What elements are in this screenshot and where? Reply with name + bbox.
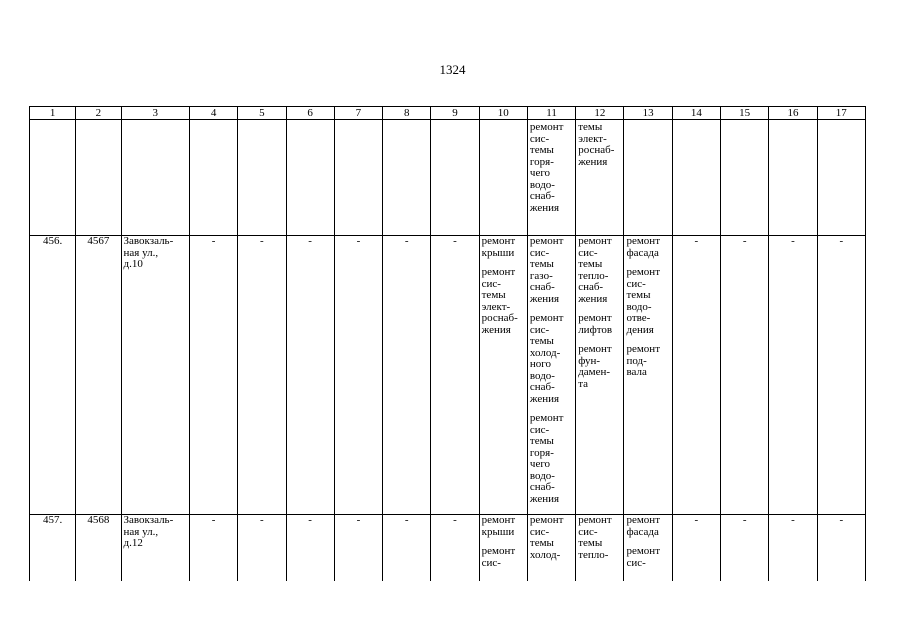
work-item: ремонт фасада <box>626 514 661 538</box>
work-item: ремонт крыши <box>481 514 516 538</box>
cell-col-7: - <box>334 236 382 515</box>
cell-col-14: - <box>672 515 720 582</box>
cell-col-4: - <box>189 236 237 515</box>
work-item: ремонт крыши <box>481 235 516 259</box>
work-item: ремонт сис- <box>626 545 661 569</box>
work-item: ремонт сис- темы горя- чего водо- снаб- жения <box>529 121 564 214</box>
works-col-12 <box>576 120 624 236</box>
works-col-12 <box>576 236 624 515</box>
column-number-3: 3 <box>121 107 189 120</box>
repair-schedule-table <box>29 106 866 581</box>
cell-col-8: - <box>383 236 431 515</box>
works-col-13 <box>624 515 672 582</box>
cell-col-17: - <box>817 515 865 582</box>
column-number-10: 10 <box>479 107 527 120</box>
column-number-9: 9 <box>431 107 479 120</box>
building-code <box>76 120 121 236</box>
address <box>121 120 189 236</box>
cell-col-5: - <box>238 236 286 515</box>
cell-col-15: - <box>721 515 769 582</box>
column-number-17: 17 <box>817 107 865 120</box>
cell-col-16: - <box>769 515 817 582</box>
work-item: ремонт сис- темы холод- <box>529 514 564 561</box>
cell-col-16: - <box>769 236 817 515</box>
works-col-13 <box>624 120 672 236</box>
works-col-10 <box>479 236 527 515</box>
work-item: ремонт сис- темы тепло- <box>578 514 612 561</box>
column-number-5: 5 <box>238 107 286 120</box>
cell-col-8: - <box>383 515 431 582</box>
cell-col-17: - <box>817 236 865 515</box>
work-item: ремонт сис- темы газо- снаб- жения <box>529 235 564 305</box>
table-row <box>30 515 866 582</box>
column-number-4: 4 <box>189 107 237 120</box>
column-number-15: 15 <box>721 107 769 120</box>
address: Завокзаль- ная ул., д.12 <box>121 515 189 582</box>
works-col-10 <box>479 120 527 236</box>
column-number-2: 2 <box>76 107 121 120</box>
cell-col-14: - <box>672 236 720 515</box>
works-col-11 <box>527 120 575 236</box>
cell-col-9: - <box>431 515 479 582</box>
cell-col-6: - <box>286 515 334 582</box>
work-item: ремонт фасада <box>626 235 661 259</box>
cell-col-9 <box>431 120 479 236</box>
cell-col-5: - <box>238 515 286 582</box>
cell-col-15: - <box>721 236 769 515</box>
work-item: ремонт сис- <box>481 545 516 569</box>
work-item: ремонт фун- дамен- та <box>578 343 612 390</box>
work-item: ремонт под- вала <box>626 343 661 378</box>
work-item: темы элект- роснаб- жения <box>578 121 615 168</box>
cell-col-4 <box>189 120 237 236</box>
cell-col-6 <box>286 120 334 236</box>
column-number-12: 12 <box>576 107 624 120</box>
works-col-11 <box>527 236 575 515</box>
column-number-16: 16 <box>769 107 817 120</box>
column-number-7: 7 <box>334 107 382 120</box>
row-number: 457. <box>30 515 76 582</box>
row-number <box>30 120 76 236</box>
column-number-13: 13 <box>624 107 672 120</box>
cell-col-7: - <box>334 515 382 582</box>
row-number: 456. <box>30 236 76 515</box>
work-item: ремонт сис- темы элект- роснаб- жения <box>481 266 518 336</box>
column-number-11: 11 <box>527 107 575 120</box>
building-code: 4567 <box>76 236 121 515</box>
works-col-10 <box>479 515 527 582</box>
table-row <box>30 236 866 515</box>
work-item: ремонт сис- темы тепло- снаб- жения <box>578 235 612 305</box>
cell-col-14 <box>672 120 720 236</box>
building-code: 4568 <box>76 515 121 582</box>
work-item: ремонт сис- темы горя- чего водо- снаб- жения <box>529 412 564 505</box>
works-col-13 <box>624 236 672 515</box>
cell-col-16 <box>769 120 817 236</box>
address: Завокзаль- ная ул., д.10 <box>121 236 189 515</box>
cell-col-4: - <box>189 515 237 582</box>
cell-col-9: - <box>431 236 479 515</box>
page-number: 1324 <box>439 62 466 77</box>
works-col-12 <box>576 515 624 582</box>
column-number-6: 6 <box>286 107 334 120</box>
cell-col-6: - <box>286 236 334 515</box>
column-number-8: 8 <box>383 107 431 120</box>
cell-col-5 <box>238 120 286 236</box>
work-item: ремонт сис- темы водо- отве- дения <box>626 266 661 336</box>
table-row <box>30 120 866 236</box>
work-item: ремонт лифтов <box>578 312 613 336</box>
work-item: ремонт сис- темы холод- ного водо- снаб- жения <box>529 312 564 405</box>
table-header-row <box>30 107 866 120</box>
cell-col-8 <box>383 120 431 236</box>
column-number-1: 1 <box>30 107 76 120</box>
cell-col-17 <box>817 120 865 236</box>
cell-col-15 <box>721 120 769 236</box>
column-number-14: 14 <box>672 107 720 120</box>
cell-col-7 <box>334 120 382 236</box>
works-col-11 <box>527 515 575 582</box>
